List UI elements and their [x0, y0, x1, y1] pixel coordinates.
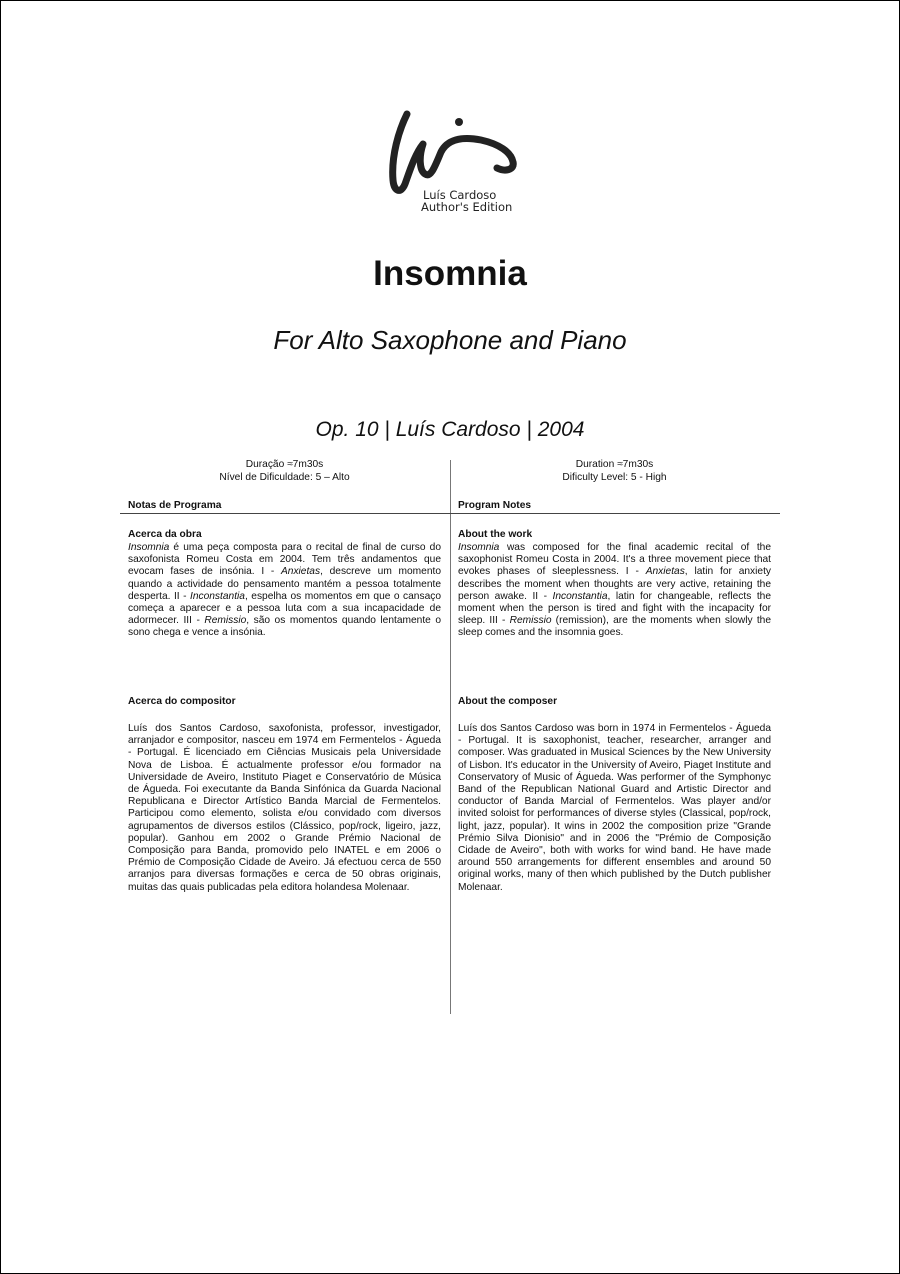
en-section-heading: Program Notes [458, 500, 532, 511]
pt-work-text: Insomnia é uma peça composta para o recital de final de curso do saxofonista Romeu Costa em 2004. Tem três andamentos que evocam fases de insónia. I - Anxietas, descreve um momento quando a actividade do pensamento mantém a pessoa totalmente desperta. II - Inconstantia, espelha os momentos em que o cansaço começa a aparecer e a pessoa luta com a sua incapacidade de adormecer. III - Remissio, são os momentos quando lentamente o sono chega e vence a insónia. [128, 542, 441, 639]
section-rule [120, 513, 780, 514]
en-work-text: Insomnia was composed for the final academic recital of the saxophonist Romeu Costa in 2004. It's a three movement piece that evokes phases of sleeplessness. I - Anxietas, latin for anxiety describes the moment when thoughts are very active, retaining the person awake. II - Inconstantia, latin for changeable, reflects the moment when the person is tired and fight with the incapacity for sleep. III - Remissio (remission), are the moments when slowly the sleep comes and the insomnia goes. [458, 542, 772, 639]
pt-section-heading: Notas de Programa [128, 500, 222, 511]
author-logo [385, 108, 525, 214]
pt-duration: Duração ≈7m30s [245, 459, 324, 470]
pt-difficulty: Nível de Dificuldade: 5 – Alto [219, 471, 350, 483]
pt-work-heading: Acerca da obra [128, 529, 202, 540]
page-subtitle: For Alto Saxophone and Piano [273, 325, 627, 355]
logo-edition: Author's Edition [421, 200, 513, 214]
en-composer-text: Luís dos Santos Cardoso was born in 1974 in Fermentelos - Águeda - Portugal. It is saxophonist, teacher, researcher, arranger and composer. Was graduated in Musical Sciences by the New University of Lisbon. It's educator in the University of Aveiro, Piaget Institute and Conservatory of Music of Águeda. Was performer of the Symphonyc Band of the Republican National Guard and Artistic Director and conductor of Banda Marcial of Fermentelos. Was player and/or invited soloist for performances of diverse styles (Classical, pop/rock, light, jazz, popular). It wins in 2002 the composition prize "Grande Prémio Silva Dionisio" and in 2006 the "Prémio de Composição Cidade de Aveiro", both with works for wind band. He have made around 550 arrangements for different ensembles and around 50 original works, many of then which published by the Dutch publisher Molenaar. [458, 723, 771, 893]
pt-meta [128, 459, 441, 484]
en-composer-heading: About the composer [458, 696, 558, 707]
page-title: Insomnia [373, 254, 527, 293]
en-duration: Duration ≈7m30s [575, 459, 654, 470]
pt-composer-text: Luís dos Santos Cardoso, saxofonista, professor, investigador, arranjador e compositor, nasceu em 1974 em Fermentelos - Águeda - Portugal. É licenciado em Ciências Musicais pela Universidade Nova de Lisboa. É actualmente professor e/ou formador na Universidade de Aveiro, Instituto Piaget e Conservatório de Música de Águeda. Foi executante da Banda Sinfónica da Guarda Nacional Republicana e Director Artístico Banda Marcial de Fermentelos. Participou como elemento, solista e/ou convidado com diversos agrupamentos de diversos estilos (Clássico, pop/rock, ligeiro, jazz, popular). Ganhou em 2002 o Grande Prémio Nacional de Composição para Banda, promovido pelo INATEL e em 2006 o Prémio de Composição Cidade de Aveiro. Já efectuou cerca de 550 arranjos para diversas formações e cerca de 50 obras originais, muitas das quais publicadas pela editora holandesa Molenaar. [128, 723, 441, 893]
opus-line: Op. 10 | Luís Cardoso | 2004 [315, 418, 585, 441]
en-meta [458, 459, 771, 484]
pt-composer-heading: Acerca do compositor [128, 696, 236, 707]
column-divider [450, 460, 451, 1014]
en-work-heading: About the work [458, 529, 533, 540]
en-difficulty: Dificulty Level: 5 - High [562, 471, 667, 483]
logo-name: Luís Cardoso [423, 188, 497, 202]
